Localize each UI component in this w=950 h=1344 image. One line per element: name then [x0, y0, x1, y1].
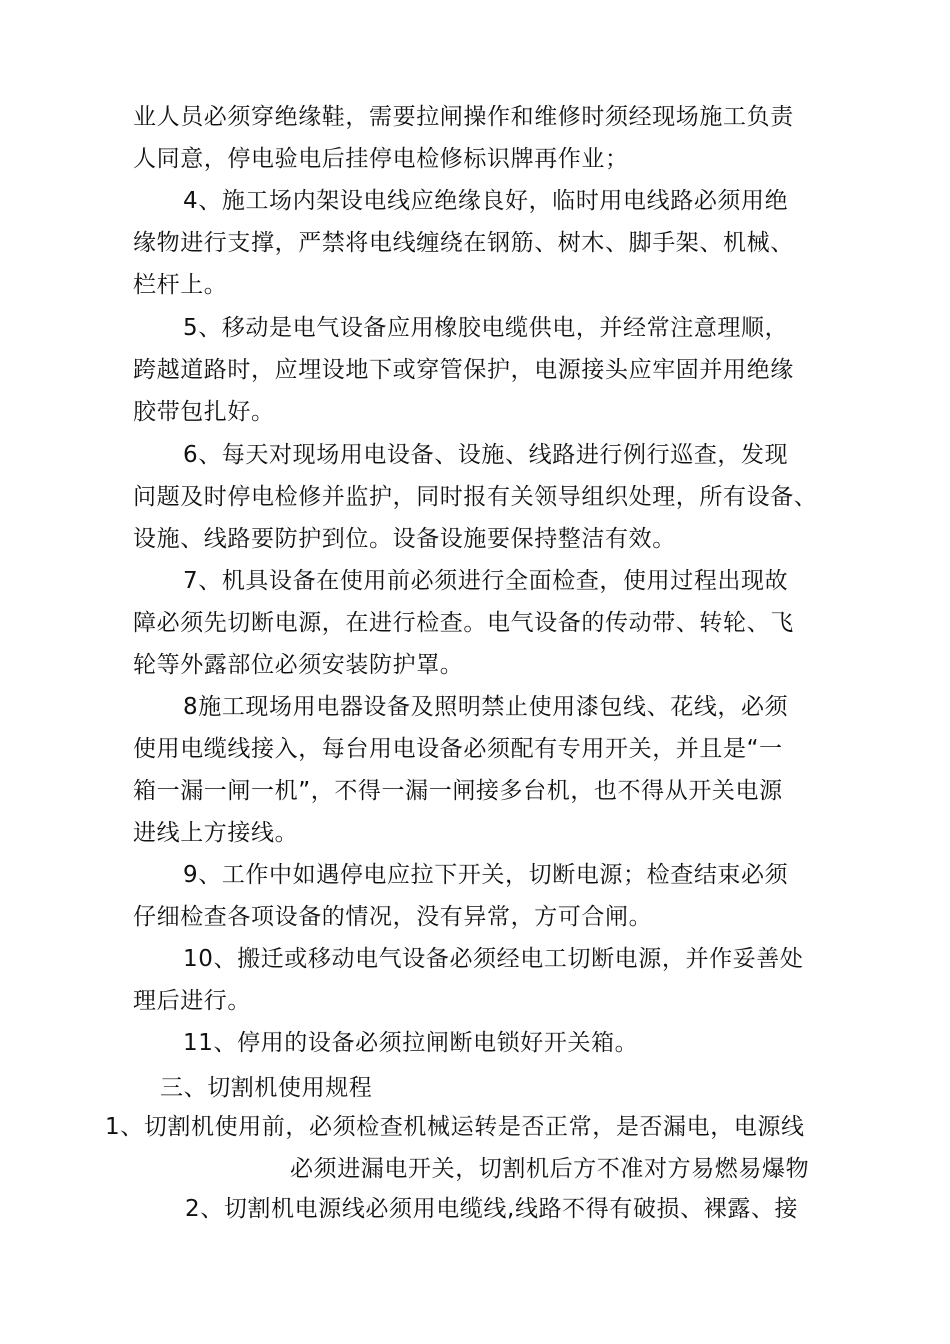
- text-line: 2、切割机电源线必须用电缆线,线路不得有破损、裸露、接: [185, 1196, 799, 1222]
- text-line: 人同意，停电验电后挂停电检修标识牌再作业；: [133, 146, 629, 172]
- text-line: 理后进行。: [133, 988, 251, 1014]
- text-line: 进线上方接线。: [133, 820, 299, 846]
- text-line: 必须进漏电开关，切割机后方不准对方易燃易爆物: [290, 1156, 810, 1182]
- text-line: 4、施工场内架设电线应绝缘良好，临时用电线路必须用绝: [183, 188, 789, 214]
- section-heading: 三、切割机使用规程: [160, 1075, 373, 1101]
- text-line: 障必须先切断电源，在进行检查。电气设备的传动带、转轮、飞: [133, 610, 794, 636]
- text-line: 8施工现场用电器设备及照明禁止使用漆包线、花线，必须: [183, 694, 789, 720]
- text-line: 仔细检查各项设备的情况，没有异常，方可合闸。: [133, 904, 653, 930]
- text-line: 设施、线路要防护到位。设备设施要保持整洁有效。: [133, 526, 676, 552]
- text-line: 10、搬迁或移动电气设备必须经电工切断电源，并作妥善处: [183, 946, 804, 972]
- text-line: 业人员必须穿绝缘鞋，需要拉闸操作和维修时须经现场施工负责: [133, 104, 794, 130]
- text-line: 9、工作中如遇停电应拉下开关，切断电源；检查结束必须: [183, 862, 789, 888]
- text-line: 胶带包扎好。: [133, 399, 275, 425]
- text-line: 缘物进行支撑，严禁将电线缠绕在钢筋、树木、脚手架、机械、: [133, 230, 794, 256]
- text-line: 跨越道路时，应埋设地下或穿管保护，电源接头应牢固并用绝缘: [133, 357, 794, 383]
- text-line: 轮等外露部位必须安装防护罩。: [133, 652, 464, 678]
- text-line: 5、移动是电气设备应用橡胶电缆供电，并经常注意理顺，: [183, 315, 789, 341]
- text-line: 问题及时停电检修并监护，同时报有关领导组织处理，所有设备、: [133, 484, 818, 510]
- text-line: 栏杆上。: [133, 272, 228, 298]
- text-line: 11、停用的设备必须拉闸断电锁好开关箱。: [183, 1030, 639, 1056]
- text-line: 使用电缆线接入，每台用电设备必须配有专用开关，并且是“一: [133, 736, 783, 762]
- text-line: 1、切割机使用前，必须检查机械运转是否正常，是否漏电，电源线: [105, 1114, 805, 1140]
- text-line: 7、机具设备在使用前必须进行全面检查，使用过程出现故: [183, 568, 789, 594]
- text-line: 箱一漏一闸一机”，不得一漏一闸接多台机，也不得从开关电源: [133, 778, 783, 804]
- text-line: 6、每天对现场用电设备、设施、线路进行例行巡查，发现: [183, 442, 789, 468]
